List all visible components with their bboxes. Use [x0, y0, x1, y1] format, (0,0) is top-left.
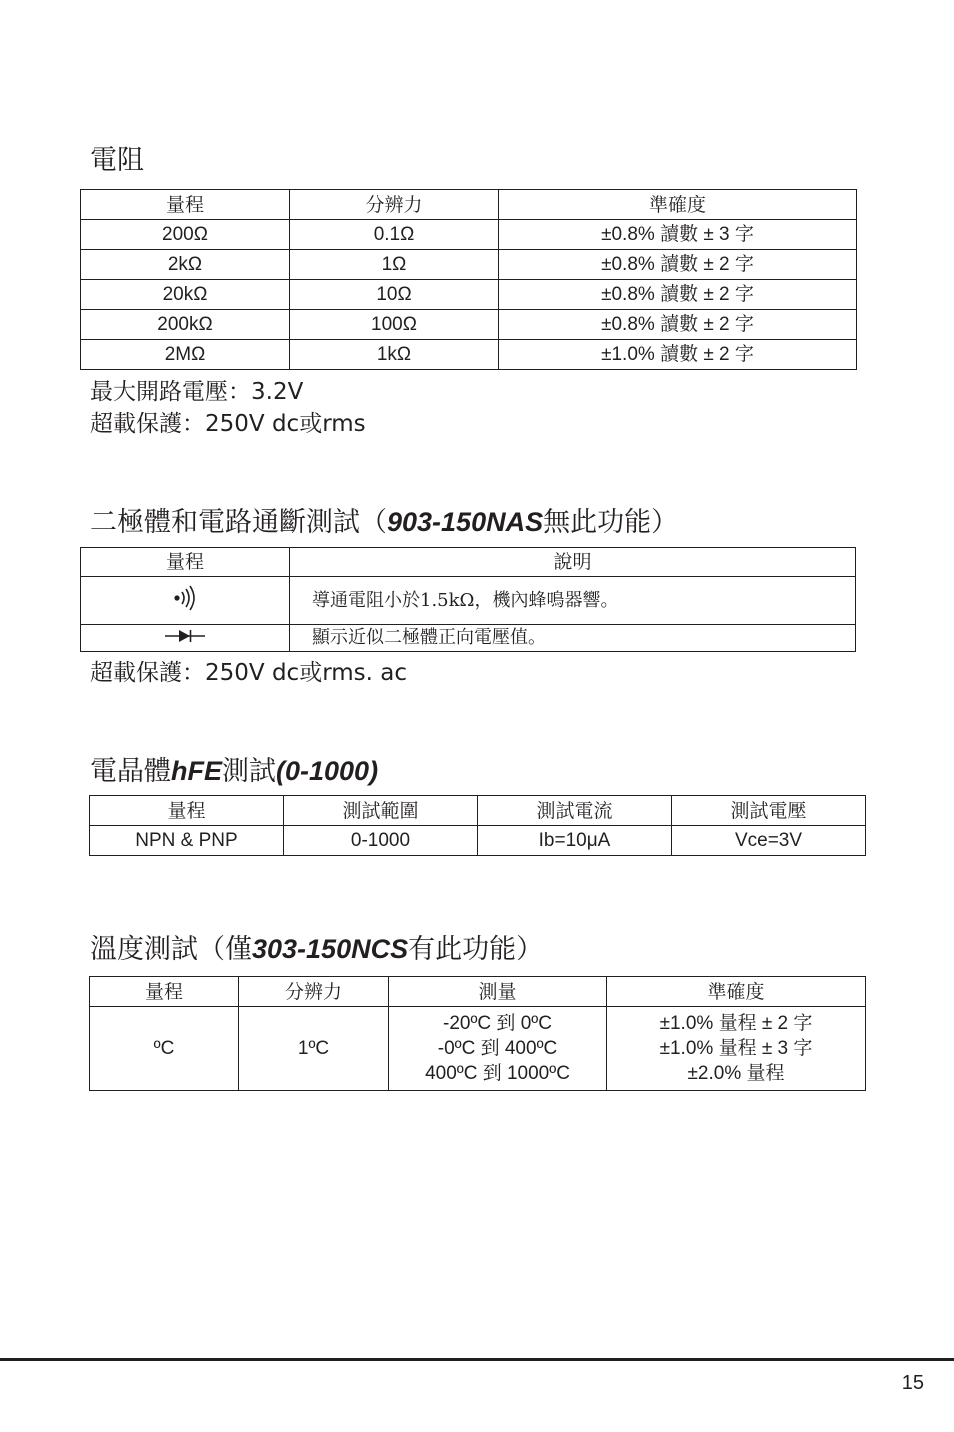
table-row	[81, 577, 856, 625]
temperature-heading-text: 有此功能）	[408, 934, 544, 965]
measure-line: -20ºC 到 0ºC	[443, 1013, 552, 1034]
measure-line: -0ºC 到 400ºC	[437, 1038, 558, 1059]
range-cell: 20kΩ	[81, 280, 290, 310]
range-cell: ºC	[90, 1007, 239, 1091]
column-header: 測試範圍	[284, 796, 478, 826]
table-row	[81, 340, 857, 370]
resolution-cell: 100Ω	[290, 310, 499, 340]
resolution-cell: 1ºC	[239, 1007, 389, 1091]
table-header-row	[81, 548, 856, 577]
overload-protection-note: 超載保護：250V dc或rms. ac	[90, 660, 407, 686]
table-row	[81, 310, 857, 340]
table-header-row	[81, 190, 857, 220]
transistor-table	[89, 795, 866, 856]
temperature-heading	[90, 933, 543, 966]
column-header: 量程	[90, 977, 239, 1007]
column-header: 準確度	[607, 977, 866, 1007]
open-circuit-voltage-note: 最大開路電壓：3.2V	[90, 379, 304, 405]
transistor-heading-text: 測試	[222, 756, 276, 787]
transistor-heading	[90, 755, 378, 788]
column-header: 準確度	[499, 190, 857, 220]
range-cell: 200kΩ	[81, 310, 290, 340]
footer-rule	[0, 1358, 954, 1361]
test-current-cell: Ib=10μA	[478, 826, 672, 856]
range-cell: 2MΩ	[81, 340, 290, 370]
column-header: 分辨力	[290, 190, 499, 220]
column-header: 說明	[290, 548, 856, 577]
column-header: 測試電壓	[672, 796, 866, 826]
diode-heading-text: 二極體和電路通斷測試（	[90, 507, 387, 538]
table-row	[81, 250, 857, 280]
accuracy-cell	[607, 1007, 866, 1091]
resolution-cell: 1Ω	[290, 250, 499, 280]
transistor-heading-text: 電晶體	[90, 756, 171, 787]
test-range-cell: 0-1000	[284, 826, 478, 856]
measure-line: 400ºC 到 1000ºC	[425, 1063, 570, 1084]
diode-heading	[90, 506, 678, 539]
diode-heading-model: 903-150NAS	[387, 507, 544, 537]
resistance-table	[80, 189, 857, 370]
accuracy-line: ±2.0% 量程	[687, 1063, 785, 1084]
transistor-heading-range: (0-1000)	[276, 756, 379, 786]
range-cell	[81, 625, 290, 652]
range-cell: NPN & PNP	[90, 826, 284, 856]
column-header: 量程	[81, 190, 290, 220]
overload-protection-note: 超載保護：250V dc或rms	[90, 411, 366, 437]
accuracy-cell: ±0.8% 讀數 ± 2 字	[499, 280, 857, 310]
resolution-cell: 0.1Ω	[290, 220, 499, 250]
description-cell: 顯示近似二極體正向電壓值。	[290, 625, 856, 652]
column-header: 分辨力	[239, 977, 389, 1007]
temperature-table	[89, 976, 866, 1091]
diode-icon	[165, 628, 205, 648]
diode-heading-text: 無此功能）	[543, 507, 679, 538]
table-row	[81, 280, 857, 310]
measure-cell	[389, 1007, 607, 1091]
accuracy-cell: ±1.0% 讀數 ± 2 字	[499, 340, 857, 370]
diode-table	[80, 547, 856, 652]
table-row	[81, 220, 857, 250]
page-number: 15	[901, 1372, 924, 1394]
temperature-heading-model: 303-150NCS	[252, 934, 409, 964]
test-voltage-cell: Vce=3V	[672, 826, 866, 856]
table-row	[81, 625, 856, 652]
accuracy-cell: ±0.8% 讀數 ± 3 字	[499, 220, 857, 250]
range-cell: 2kΩ	[81, 250, 290, 280]
resolution-cell: 10Ω	[290, 280, 499, 310]
table-header-row	[90, 796, 866, 826]
table-row	[90, 1007, 866, 1091]
continuity-icon	[170, 585, 200, 616]
column-header: 量程	[81, 548, 290, 577]
range-cell: 200Ω	[81, 220, 290, 250]
table-header-row	[90, 977, 866, 1007]
accuracy-line: ±1.0% 量程 ± 2 字	[659, 1013, 813, 1034]
resolution-cell: 1kΩ	[290, 340, 499, 370]
column-header: 測量	[389, 977, 607, 1007]
description-cell: 導通電阻小於1.5kΩ，機內蜂鳴器響。	[290, 577, 856, 625]
accuracy-cell: ±0.8% 讀數 ± 2 字	[499, 310, 857, 340]
column-header: 量程	[90, 796, 284, 826]
range-cell	[81, 577, 290, 625]
column-header: 測試電流	[478, 796, 672, 826]
resistance-heading: 電阻	[90, 145, 144, 176]
transistor-heading-hfe: hFE	[171, 756, 222, 786]
accuracy-cell: ±0.8% 讀數 ± 2 字	[499, 250, 857, 280]
accuracy-line: ±1.0% 量程 ± 3 字	[659, 1038, 813, 1059]
temperature-heading-text: 溫度測試（僅	[90, 934, 252, 965]
table-row	[90, 826, 866, 856]
